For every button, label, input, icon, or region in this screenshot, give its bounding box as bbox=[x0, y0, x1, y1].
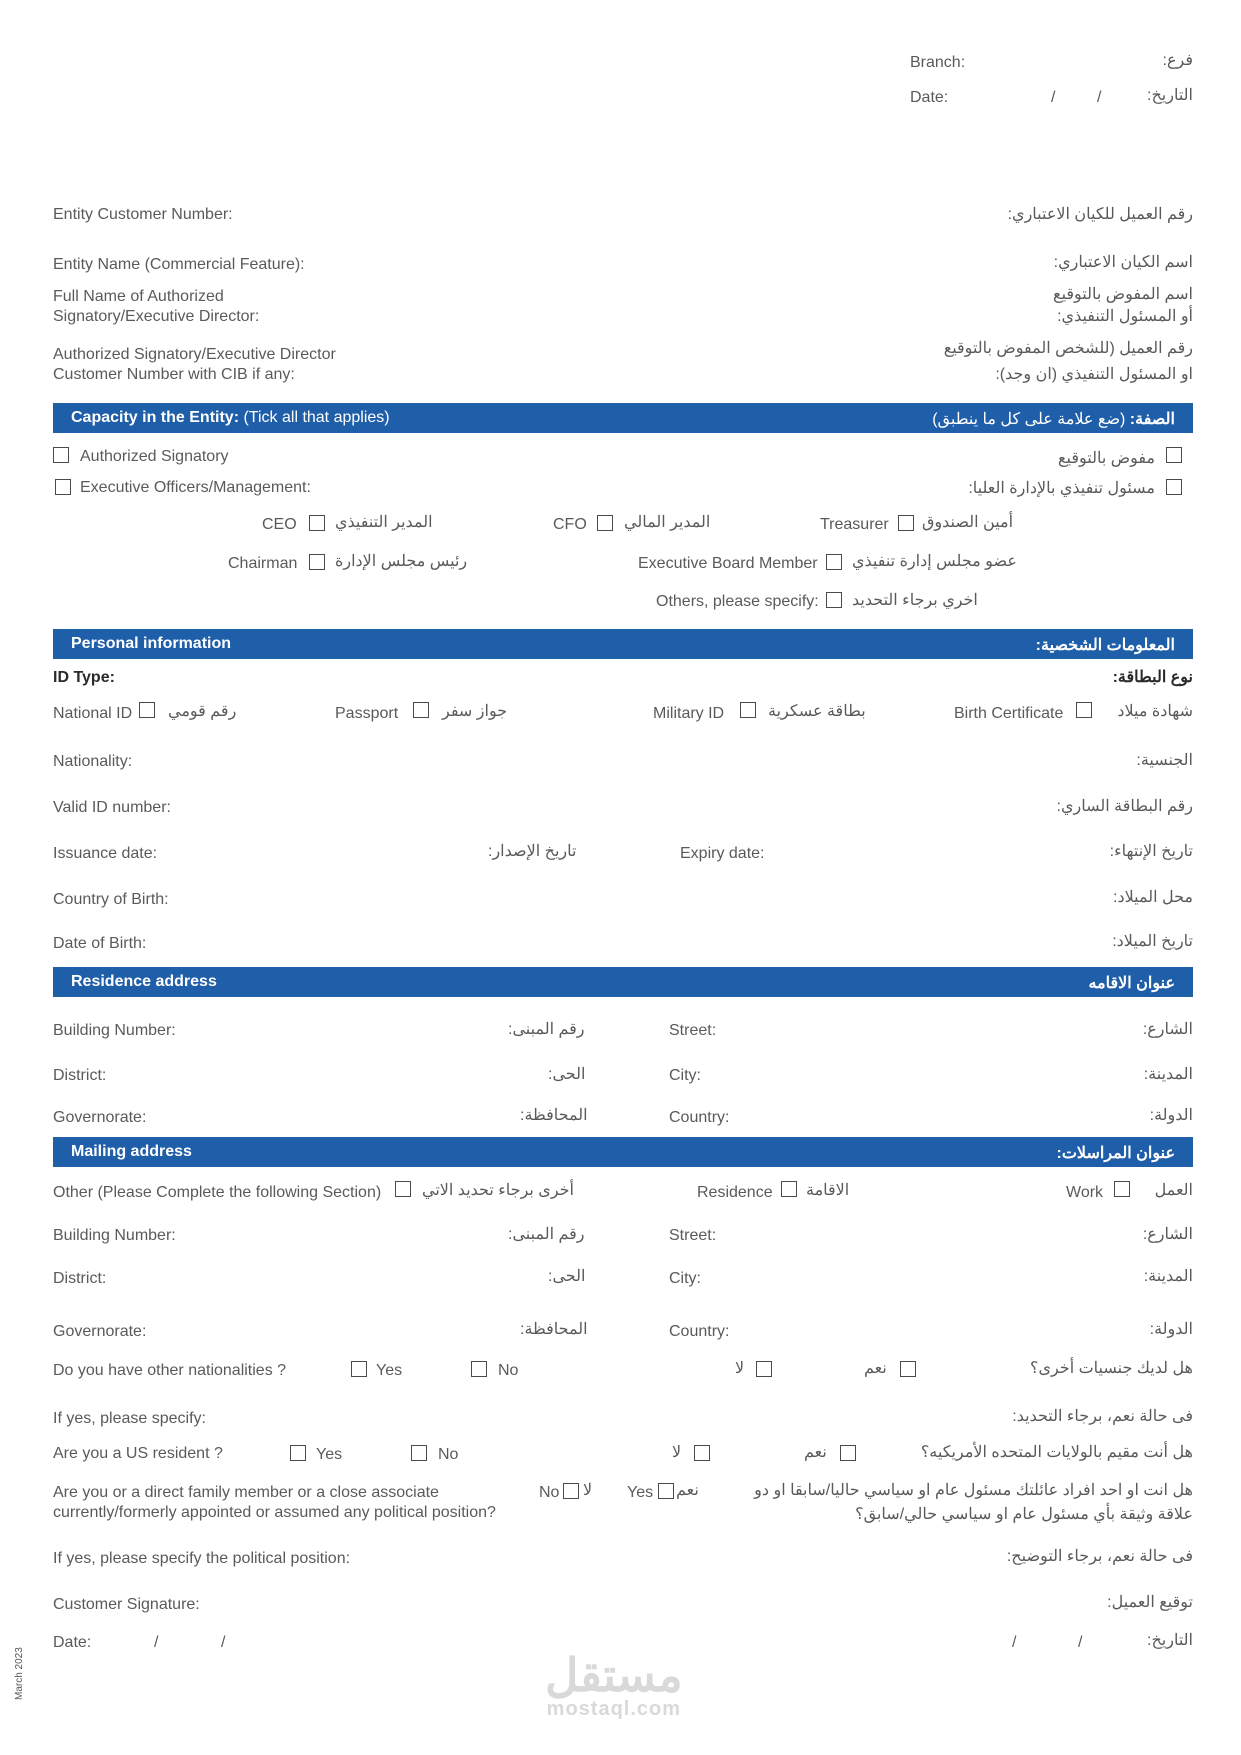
valid-id-label: Valid ID number: bbox=[53, 799, 171, 816]
cib-label-ar-line1: رقم العميل (للشخص المفوض بالتوقيع bbox=[943, 340, 1193, 357]
form-version-note: March 2023 bbox=[14, 1647, 25, 1700]
footer-date-label: Date: bbox=[53, 1634, 92, 1651]
authorized-signatory-label: Authorized Signatory bbox=[80, 448, 229, 465]
passport-label-ar: جواز سفر bbox=[442, 703, 508, 720]
mailing-other-label: Other (Please Complete the following Section) bbox=[53, 1184, 382, 1201]
mailing-header-en: Mailing address bbox=[71, 1143, 192, 1160]
chairman-label: Chairman bbox=[228, 555, 298, 572]
capacity-section-header bbox=[53, 403, 1193, 433]
other-nationalities-no-label: No bbox=[498, 1362, 519, 1379]
watermark-url: mostaql.com bbox=[546, 1698, 682, 1720]
us-resident-yes-checkbox-ar[interactable] bbox=[840, 1445, 856, 1461]
residence-header-en: Residence address bbox=[71, 973, 217, 990]
entity-name-label: Entity Name (Commercial Feature): bbox=[53, 256, 305, 273]
other-nationalities-yes-label: Yes bbox=[376, 1362, 403, 1379]
pep-yes-checkbox[interactable] bbox=[658, 1483, 674, 1499]
customer-signature-label-ar: توقيع العميل: bbox=[1107, 1594, 1193, 1611]
mailing-other-checkbox[interactable] bbox=[395, 1181, 411, 1197]
personal-info-header-en: Personal information bbox=[71, 635, 232, 652]
pep-no-checkbox[interactable] bbox=[563, 1483, 579, 1499]
other-nationalities-yes-checkbox[interactable] bbox=[351, 1361, 367, 1377]
specify-nationality-label-ar: فى حالة نعم، برجاء التحديد: bbox=[1012, 1408, 1193, 1425]
other-nationalities-question-ar: هل لديك جنسيات أخرى؟ bbox=[1029, 1360, 1193, 1377]
us-resident-yes-label: Yes bbox=[316, 1446, 343, 1463]
res-street-label: Street: bbox=[669, 1022, 717, 1039]
country-of-birth-label-ar: محل الميلاد: bbox=[1113, 889, 1193, 906]
watermark-logo bbox=[545, 1649, 683, 1721]
expiry-date-label-ar: تاريخ الإنتهاء: bbox=[1109, 843, 1193, 860]
mailing-other-label-ar: أخرى برجاء تحديد الاتي bbox=[422, 1182, 574, 1199]
treasurer-label-ar: أمين الصندوق bbox=[922, 514, 1014, 531]
mailing-work-checkbox[interactable] bbox=[1114, 1181, 1130, 1197]
others-label: Others, please specify: bbox=[656, 593, 819, 610]
nationality-label: Nationality: bbox=[53, 753, 133, 770]
personal-info-header-ar: المعلومات الشخصية: bbox=[1035, 637, 1175, 654]
cfo-checkbox[interactable] bbox=[597, 515, 613, 531]
authorized-signatory-label-ar: مفوض بالتوقيع bbox=[1057, 450, 1155, 467]
entity-customer-number-label-ar: رقم العميل للكيان الاعتباري: bbox=[1007, 206, 1193, 223]
signatory-label-line2: Signatory/Executive Director: bbox=[53, 308, 260, 325]
political-position-label-ar: فى حالة نعم، برجاء التوضيح: bbox=[1006, 1548, 1193, 1565]
personal-info-section-header bbox=[53, 629, 1193, 659]
cib-label-line2: Customer Number with CIB if any: bbox=[53, 366, 295, 383]
date-slash-1: / bbox=[1051, 89, 1056, 106]
watermark-arabic: مستقل bbox=[545, 1649, 683, 1701]
capacity-header-ar bbox=[932, 409, 1175, 429]
date-of-birth-label-ar: تاريخ الميلاد: bbox=[1112, 933, 1193, 950]
other-nationalities-yes-label-ar: نعم bbox=[864, 1360, 887, 1377]
passport-checkbox[interactable] bbox=[413, 702, 429, 718]
passport-label: Passport bbox=[335, 705, 399, 722]
footer-date-slash-ar-2: / bbox=[1078, 1634, 1083, 1651]
national-id-label: National ID bbox=[53, 705, 133, 722]
executive-board-member-label: Executive Board Member bbox=[638, 555, 818, 572]
authorized-signatory-checkbox-ar[interactable] bbox=[1166, 447, 1182, 463]
us-resident-no-checkbox[interactable] bbox=[411, 1445, 427, 1461]
executive-officers-checkbox[interactable] bbox=[55, 479, 71, 495]
executive-officers-checkbox-ar[interactable] bbox=[1166, 479, 1182, 495]
customer-signature-label: Customer Signature: bbox=[53, 1596, 200, 1613]
mail-governorate-label: Governorate: bbox=[53, 1323, 147, 1340]
executive-board-member-label-ar: عضو مجلس إدارة تنفيذي bbox=[852, 553, 1017, 570]
ceo-checkbox[interactable] bbox=[309, 515, 325, 531]
res-street-label-ar: الشارع: bbox=[1142, 1021, 1193, 1038]
treasurer-checkbox[interactable] bbox=[898, 515, 914, 531]
ceo-label: CEO bbox=[262, 516, 297, 533]
date-of-birth-label: Date of Birth: bbox=[53, 935, 147, 952]
residence-section-header bbox=[53, 967, 1193, 997]
capacity-header-en-note: (Tick all that applies) bbox=[239, 409, 390, 426]
authorized-signatory-checkbox[interactable] bbox=[53, 447, 69, 463]
date-label: Date: bbox=[910, 89, 949, 106]
res-governorate-label-ar: المحافظة: bbox=[520, 1107, 588, 1124]
date-label-ar: التاريخ: bbox=[1147, 87, 1193, 104]
mail-building-label: Building Number: bbox=[53, 1227, 176, 1244]
us-resident-no-label: No bbox=[438, 1446, 459, 1463]
us-resident-question: Are you a US resident ? bbox=[53, 1445, 223, 1462]
mailing-residence-label: Residence bbox=[697, 1184, 773, 1201]
mail-district-label: District: bbox=[53, 1270, 107, 1287]
date-slash-2: / bbox=[1097, 89, 1102, 106]
cfo-label-ar: المدير المالي bbox=[624, 514, 711, 531]
mailing-header-ar: عنوان المراسلات: bbox=[1056, 1145, 1175, 1162]
pep-yes-label: Yes bbox=[627, 1484, 654, 1501]
mail-district-label-ar: الحى: bbox=[548, 1268, 586, 1285]
capacity-header-en-bold: Capacity in the Entity: bbox=[71, 409, 240, 426]
mail-city-label: City: bbox=[669, 1270, 701, 1287]
id-type-label: ID Type: bbox=[53, 669, 115, 686]
chairman-label-ar: رئيس مجلس الإدارة bbox=[335, 553, 468, 570]
res-country-label: Country: bbox=[669, 1109, 730, 1126]
res-district-label-ar: الحى: bbox=[548, 1066, 586, 1083]
mail-governorate-label-ar: المحافظة: bbox=[520, 1321, 588, 1338]
pep-question-ar-line1: هل انت او احد افراد عائلتك مسئول عام او سياسي حاليا/سابقا او دو bbox=[754, 1482, 1193, 1499]
others-label-ar: اخري برجاء التحديد bbox=[852, 592, 978, 609]
capacity-header-ar-bold: الصفة: bbox=[1129, 411, 1175, 428]
cib-label-line1: Authorized Signatory/Executive Director bbox=[53, 346, 336, 363]
other-nationalities-no-checkbox[interactable] bbox=[471, 1361, 487, 1377]
cib-label-ar-line2: او المسئول التنفيذي (ان وجد): bbox=[995, 366, 1193, 383]
others-checkbox[interactable] bbox=[826, 592, 842, 608]
us-resident-yes-checkbox[interactable] bbox=[290, 1445, 306, 1461]
other-nationalities-no-label-ar: لا bbox=[735, 1360, 745, 1377]
other-nationalities-question: Do you have other nationalities ? bbox=[53, 1362, 287, 1379]
capacity-header-en bbox=[71, 409, 390, 427]
executive-officers-label: Executive Officers/Management: bbox=[80, 479, 311, 496]
birth-certificate-label-ar: شهادة ميلاد bbox=[1117, 703, 1193, 720]
treasurer-label: Treasurer bbox=[820, 516, 889, 533]
specify-nationality-label: If yes, please specify: bbox=[53, 1410, 206, 1427]
national-id-label-ar: رقم قومي bbox=[168, 703, 237, 720]
res-building-label-ar: رقم المبنى: bbox=[508, 1021, 585, 1038]
military-id-checkbox[interactable] bbox=[740, 702, 756, 718]
res-city-label: City: bbox=[669, 1067, 701, 1084]
signatory-label-ar-line1: اسم المفوض بالتوقيع bbox=[1053, 286, 1193, 303]
us-resident-question-ar: هل أنت مقيم بالولايات المتحده الأمريكيه؟ bbox=[920, 1444, 1193, 1461]
entity-name-label-ar: اسم الكيان الاعتباري: bbox=[1053, 254, 1193, 271]
branch-label-ar: فرع: bbox=[1162, 52, 1193, 69]
us-resident-no-label-ar: لا bbox=[672, 1444, 682, 1461]
pep-yes-label-ar: نعم bbox=[676, 1482, 699, 1499]
valid-id-label-ar: رقم البطاقة الساري: bbox=[1056, 798, 1193, 815]
entity-customer-number-label: Entity Customer Number: bbox=[53, 206, 233, 223]
other-nationalities-no-checkbox-ar[interactable] bbox=[756, 1361, 772, 1377]
mail-street-label: Street: bbox=[669, 1227, 717, 1244]
mail-city-label-ar: المدينة: bbox=[1143, 1268, 1193, 1285]
executive-board-member-checkbox[interactable] bbox=[826, 554, 842, 570]
mailing-work-label: Work bbox=[1066, 1184, 1104, 1201]
pep-question-line1: Are you or a direct family member or a close associate bbox=[53, 1484, 439, 1501]
issuance-date-label: Issuance date: bbox=[53, 845, 158, 862]
mailing-section-header bbox=[53, 1137, 1193, 1167]
id-type-label-ar: نوع البطاقة: bbox=[1112, 669, 1193, 686]
pep-no-label-ar: لا bbox=[583, 1482, 593, 1499]
ceo-label-ar: المدير التنفيذي bbox=[335, 514, 433, 531]
birth-certificate-checkbox[interactable] bbox=[1076, 702, 1092, 718]
footer-date-label-ar: التاريخ: bbox=[1147, 1632, 1193, 1649]
res-building-label: Building Number: bbox=[53, 1022, 176, 1039]
footer-date-slash-ar-1: / bbox=[1012, 1634, 1017, 1651]
mailing-work-label-ar: العمل bbox=[1154, 1182, 1193, 1199]
mail-country-label-ar: الدولة: bbox=[1149, 1321, 1193, 1338]
us-resident-yes-label-ar: نعم bbox=[804, 1444, 827, 1461]
issuance-date-label-ar: تاريخ الإصدار: bbox=[488, 843, 577, 860]
footer-date-slash-2: / bbox=[221, 1634, 226, 1651]
res-district-label: District: bbox=[53, 1067, 107, 1084]
country-of-birth-label: Country of Birth: bbox=[53, 891, 169, 908]
footer-date-slash-1: / bbox=[154, 1634, 159, 1651]
res-city-label-ar: المدينة: bbox=[1143, 1066, 1193, 1083]
res-governorate-label: Governorate: bbox=[53, 1109, 147, 1126]
signatory-label-line1: Full Name of Authorized bbox=[53, 288, 224, 305]
chairman-checkbox[interactable] bbox=[309, 554, 325, 570]
res-country-label-ar: الدولة: bbox=[1149, 1107, 1193, 1124]
pep-question-line2: currently/formerly appointed or assumed any political position? bbox=[53, 1504, 496, 1521]
other-nationalities-yes-checkbox-ar[interactable] bbox=[900, 1361, 916, 1377]
residence-header-ar: عنوان الاقامه bbox=[1088, 975, 1175, 992]
political-position-label: If yes, please specify the political position: bbox=[53, 1550, 351, 1567]
mail-country-label: Country: bbox=[669, 1323, 730, 1340]
birth-certificate-label: Birth Certificate bbox=[954, 705, 1064, 722]
nationality-label-ar: الجنسية: bbox=[1136, 752, 1193, 769]
signatory-label-ar-line2: أو المسئول التنفيذي: bbox=[1057, 308, 1193, 325]
mail-street-label-ar: الشارع: bbox=[1142, 1226, 1193, 1243]
executive-officers-label-ar: مسئول تنفيذي بالإدارة العليا: bbox=[968, 480, 1155, 497]
cfo-label: CFO bbox=[553, 516, 587, 533]
pep-question-ar-line2: علاقة وثيقة بأي مسئول عام او سياسي حالي/سابق؟ bbox=[855, 1506, 1193, 1523]
military-id-label: Military ID bbox=[653, 705, 725, 722]
mailing-residence-checkbox[interactable] bbox=[781, 1181, 797, 1197]
capacity-header-ar-note: (ضع علامة على كل ما ينطبق) bbox=[932, 411, 1130, 428]
expiry-date-label: Expiry date: bbox=[680, 845, 765, 862]
mailing-residence-label-ar: الاقامة bbox=[806, 1182, 850, 1199]
us-resident-no-checkbox-ar[interactable] bbox=[694, 1445, 710, 1461]
mail-building-label-ar: رقم المبنى: bbox=[508, 1226, 585, 1243]
military-id-label-ar: بطاقة عسكرية bbox=[768, 703, 866, 720]
branch-label: Branch: bbox=[910, 54, 966, 71]
national-id-checkbox[interactable] bbox=[139, 702, 155, 718]
pep-no-label: No bbox=[539, 1484, 560, 1501]
